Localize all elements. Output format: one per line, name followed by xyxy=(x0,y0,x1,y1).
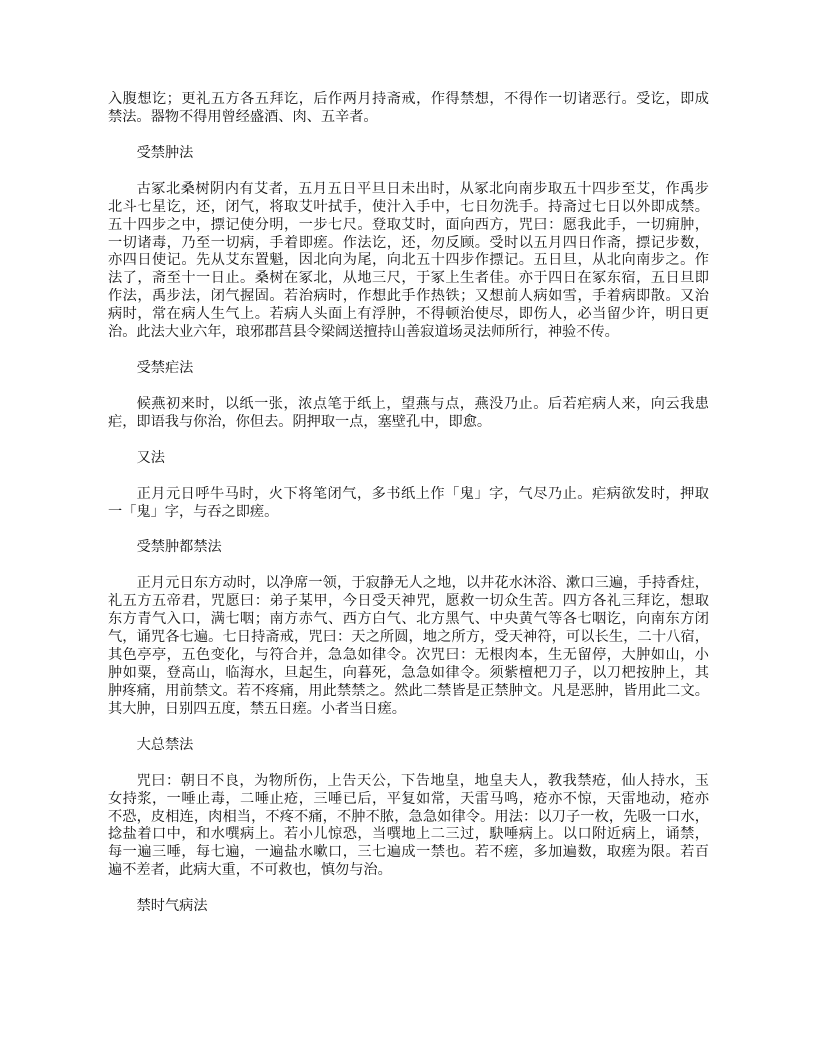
section-heading: 受禁疟法 xyxy=(136,360,194,377)
text-line: 礼五方五帝君，咒愿曰：弟子某甲，今日受天神咒，愿救一切众生苦。四方各礼三拜讫，想取 xyxy=(108,593,709,610)
text-line: 五十四步之中，摽记使分明，一步七尺。登取艾时，面向西方，咒曰：愿我此手，一切痈肿， xyxy=(108,216,709,233)
text-line: 北斗七星讫，还，闭气，将取艾叶拭手，使汁入手中，七日勿洗手。持斋过七日以外即成禁。 xyxy=(108,198,709,215)
paragraph xyxy=(108,396,709,432)
blank-line xyxy=(108,755,709,773)
text-line: 亦四日使记。先从艾东置魁，因北向为尾，向北五十四步作摽记。五日旦，从北向南步之。作 xyxy=(108,252,709,269)
paragraph xyxy=(108,575,709,719)
text-line: 其色亭亭，五色变化，与符合并，急急如律令。次咒曰：无根肉本，生无留停，大肿如山，小 xyxy=(108,647,709,664)
text-line: 正月元日呼牛马时，火下将笔闭气，多书纸上作「鬼」字，气尽乃止。疟病欲发时，押取 xyxy=(136,485,709,502)
section-heading: 又法 xyxy=(136,449,165,466)
text-line: 肿疼痛，用前禁文。若不疼痛，用此禁禁之。然此二禁皆是正禁肿文。凡是恶肿，皆用此二文。 xyxy=(108,682,709,699)
text-line: 其大肿，日别四五度，禁五日瘥。小者当日瘥。 xyxy=(108,700,406,717)
section-heading: 受禁肿法 xyxy=(136,144,194,161)
blank-line xyxy=(108,468,709,486)
text-line: 一「鬼」字，与吞之即瘥。 xyxy=(108,503,279,520)
text-line: 一切诸毒，乃至一切病，手着即瘥。作法讫，还，勿反顾。受时以五月四日作斋，摽记步数， xyxy=(108,234,709,251)
blank-line xyxy=(108,342,709,360)
blank-line xyxy=(108,522,709,540)
text-line: 入腹想讫；更礼五方各五拜讫，后作两月持斋戒，作得禁想，不得作一切诸恶行。受讫，即成 xyxy=(108,91,709,107)
text-line: 古冢北桑树阴内有艾者，五月五日平旦日未出时，从冢北向南步取五十四步至艾，作禹步 xyxy=(136,180,709,197)
blank-line xyxy=(108,880,709,898)
document-page xyxy=(108,91,709,916)
text-line: 咒曰：朝日不良，为物所伤，上告天公，下告地皇，地皇夫人，教我禁疮，仙人持水，玉 xyxy=(136,772,709,789)
blank-line xyxy=(108,378,709,396)
text-line: 气，诵咒各七遍。七日持斋戒，咒曰：天之所圆，地之所方，受天神符，可以长生，二十八宿， xyxy=(108,629,709,646)
paragraph xyxy=(108,773,709,881)
text-line: 作法，禹步法，闭气握固。若治病时，作想此手作热铁；又想前人病如雪，手着病即散。又治 xyxy=(108,288,709,305)
text-line: 禁法。器物不得用曾经盛酒、肉、五辛者。 xyxy=(108,108,378,125)
text-line: 每一遍三唾，每七遍，一遍盐水嗽口，三七遍成一禁也。若不瘥，多加遍数，取瘥为限。若百 xyxy=(108,844,709,861)
text-line: 捻盐着口中，和水噀病上。若小儿惊恐，当噀地上二三过，駃唾病上。以口附近病上，诵禁， xyxy=(108,826,709,843)
section-heading: 受禁肿都禁法 xyxy=(136,539,222,556)
text-line: 疟，即语我与你治，你但去。阴押取一点，塞壁孔中，即愈。 xyxy=(108,413,492,430)
blank-line xyxy=(108,127,709,145)
text-line: 正月元日东方动时，以净席一领，于寂静无人之地，以井花水沐浴、漱口三遍，手持香炷， xyxy=(136,575,709,592)
text-line: 女持浆，一唾止毒，二唾止疮，三唾已后，平复如常，天雷马鸣，疮亦不惊，天雷地动，疮亦 xyxy=(108,790,709,807)
blank-line xyxy=(108,432,709,450)
text-line: 候燕初来时，以纸一张，浓点笔于纸上，望燕与点，燕没乃止。后若疟病人来，向云我患 xyxy=(136,395,709,412)
blank-line xyxy=(108,557,709,575)
blank-line xyxy=(108,163,709,181)
blank-line xyxy=(108,719,709,737)
text-line: 治。此法大业六年，琅邪郡莒县令梁阔送擅持山善寂道场灵法师所行，神验不传。 xyxy=(108,324,619,341)
text-line: 法了，斋至十一日止。桑树在冢北，从地三尺，于冢上生者佳。亦于四日在冢东宿，五日旦即 xyxy=(108,270,709,287)
section-heading: 禁时气病法 xyxy=(136,898,208,915)
paragraph xyxy=(108,91,709,127)
paragraph xyxy=(108,486,709,522)
text-line: 遍不差者，此病大重，不可救也，慎勿与治。 xyxy=(108,862,392,879)
text-line: 病时，常在病人生气上。若病人头面上有浮肿，不得顿治使尽，即伤人，必当留少许，明日更 xyxy=(108,306,709,323)
section-heading: 大总禁法 xyxy=(136,736,194,753)
text-line: 不恐，皮相连，肉相当，不疼不痛，不肿不脓，急急如律令。用法：以刀子一枚，先吸一口水， xyxy=(108,808,709,825)
text-line: 东方青气入口，满七咽；南方赤气、西方白气、北方黑气、中央黄气等各七咽讫，向南东方闭 xyxy=(108,611,709,628)
text-line: 肿如粟，登高山，临海水，旦起生，向暮死，急急如律令。须紫檀杷刀子，以刀杷按肿上，其 xyxy=(108,665,709,681)
paragraph xyxy=(108,181,709,342)
